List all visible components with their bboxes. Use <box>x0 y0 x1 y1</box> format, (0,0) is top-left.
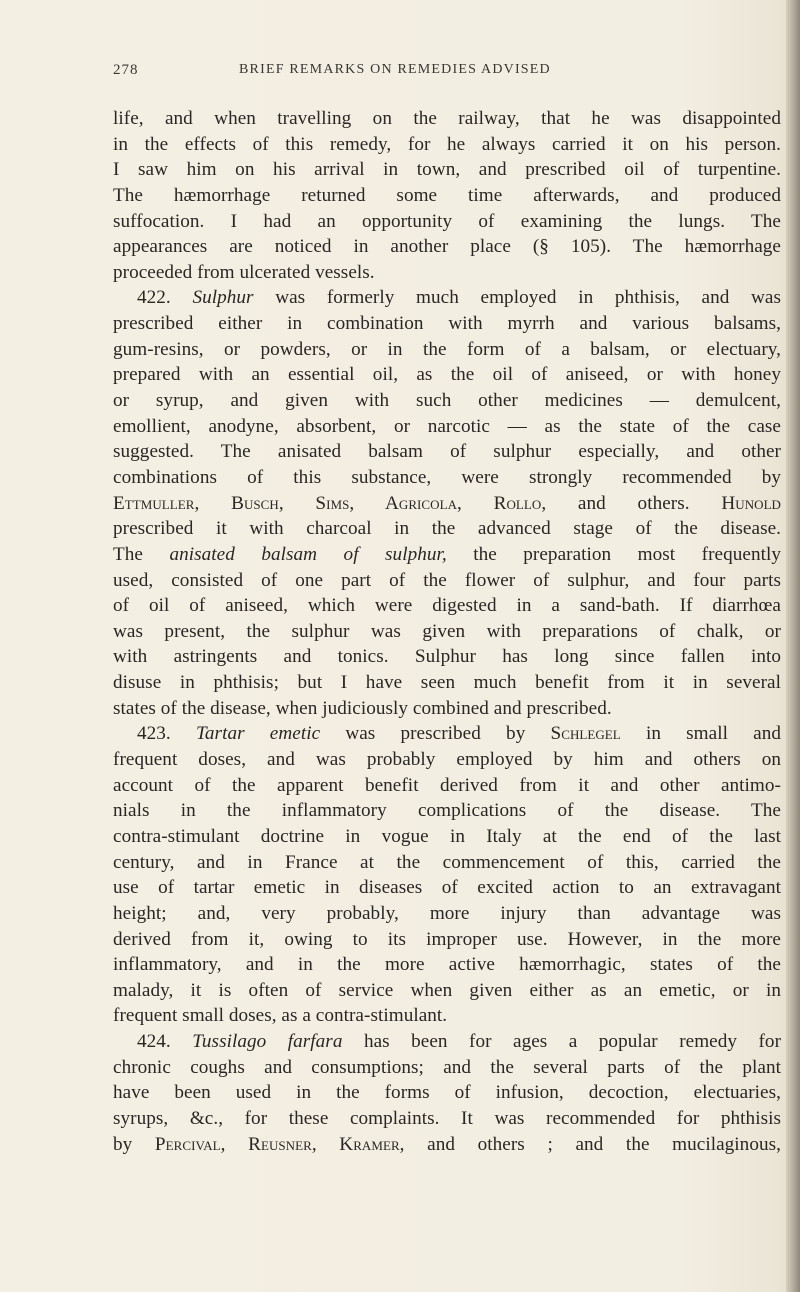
text-line: century, and in France at the commencement of this, carried the <box>113 851 781 873</box>
page-gutter-shadow <box>786 0 800 1292</box>
text-line: emollient, anodyne, absorbent, or narcotic — as the state of the case <box>113 415 781 437</box>
text-line: contra-stimulant doctrine in vogue in Italy at the end of the last <box>113 825 781 847</box>
text-line: prepared with an essential oil, as the oil of aniseed, or with honey <box>113 364 781 386</box>
text-line: in the effects of this remedy, for he always carried it on his person. <box>113 133 781 155</box>
text-line: nials in the inflammatory complications of the disease. The <box>113 800 781 822</box>
text-line: suggested. The anisated balsam of sulphur especially, and other <box>113 441 781 463</box>
text-line: account of the apparent benefit derived from it and other antimo- <box>113 774 781 796</box>
text-line: height; and, very probably, more injury than advantage was <box>113 902 781 924</box>
text-line: or syrup, and given with such other medicines — demulcent, <box>113 390 781 412</box>
text-line: frequent doses, and was probably employed by him and others on <box>113 749 781 771</box>
text-line: appearances are noticed in another place (§ 105). The hæmorrhage <box>113 236 781 258</box>
text-line: derived from it, owing to its improper use. However, in the more <box>113 928 781 950</box>
text-line: Ettmuller, Busch, Sims, Agricola, Rollo, and others. Hunold <box>113 492 781 514</box>
body-text <box>113 106 781 1157</box>
text-line: was present, the sulphur was given with preparations of chalk, or <box>113 620 781 642</box>
text-line: malady, it is often of service when given either as an emetic, or in <box>113 979 781 1001</box>
page-header <box>113 62 795 84</box>
text-line: used, consisted of one part of the flower of sulphur, and four parts <box>113 569 781 591</box>
page-number: 278 <box>113 62 139 78</box>
text-line: use of tartar emetic in diseases of excited action to an extravagant <box>113 877 781 899</box>
text-line: The anisated balsam of sulphur, the preparation most frequently <box>113 543 781 565</box>
text-line: states of the disease, when judiciously combined and prescribed. <box>113 697 612 719</box>
paragraph-422-start: 422. Sulphur was formerly much employed in phthisis, and was <box>137 287 782 309</box>
text-line: of oil of aniseed, which were digested in a sand-bath. If diarrhœa <box>113 595 781 617</box>
text-line: gum-resins, or powders, or in the form of a balsam, or electuary, <box>113 338 781 360</box>
text-line: life, and when travelling on the railway, that he was disappointed <box>113 108 781 129</box>
text-line: with astringents and tonics. Sulphur has long since fallen into <box>113 646 781 668</box>
text-line: The hæmorrhage returned some time afterwards, and produced <box>113 184 781 206</box>
text-line: syrups, &c., for these complaints. It was recommended for phthisis <box>113 1107 781 1129</box>
text-line: combinations of this substance, were strongly recommended by <box>113 466 781 488</box>
text-line: inflammatory, and in the more active hæmorrhagic, states of the <box>113 954 781 976</box>
paragraph-424-start: 424. Tussilago farfara has been for ages a popular remedy for <box>137 1031 782 1053</box>
text-line: have been used in the forms of infusion, decoction, electuaries, <box>113 1082 781 1104</box>
text-line: suffocation. I had an opportunity of examining the lungs. The <box>113 210 781 232</box>
paragraph-423-start: 423. Tartar emetic was prescribed by Schlegel in small and <box>137 723 781 745</box>
text-line: disuse in phthisis; but I have seen much benefit from it in several <box>113 672 781 694</box>
text-line: I saw him on his arrival in town, and prescribed oil of turpentine. <box>113 159 781 181</box>
text-line: prescribed it with charcoal in the advanced stage of the disease. <box>113 518 781 540</box>
text-line: prescribed either in combination with myrrh and various balsams, <box>113 313 781 335</box>
running-title: BRIEF REMARKS ON REMEDIES ADVISED <box>239 62 551 77</box>
text-line: by Percival, Reusner, Kramer, and others ; and the mucilaginous, <box>113 1133 781 1155</box>
text-line: chronic coughs and consumptions; and the several parts of the plant <box>113 1056 781 1078</box>
text-line: frequent small doses, as a contra-stimulant. <box>113 1005 448 1027</box>
text-line: proceeded from ulcerated vessels. <box>113 261 375 283</box>
